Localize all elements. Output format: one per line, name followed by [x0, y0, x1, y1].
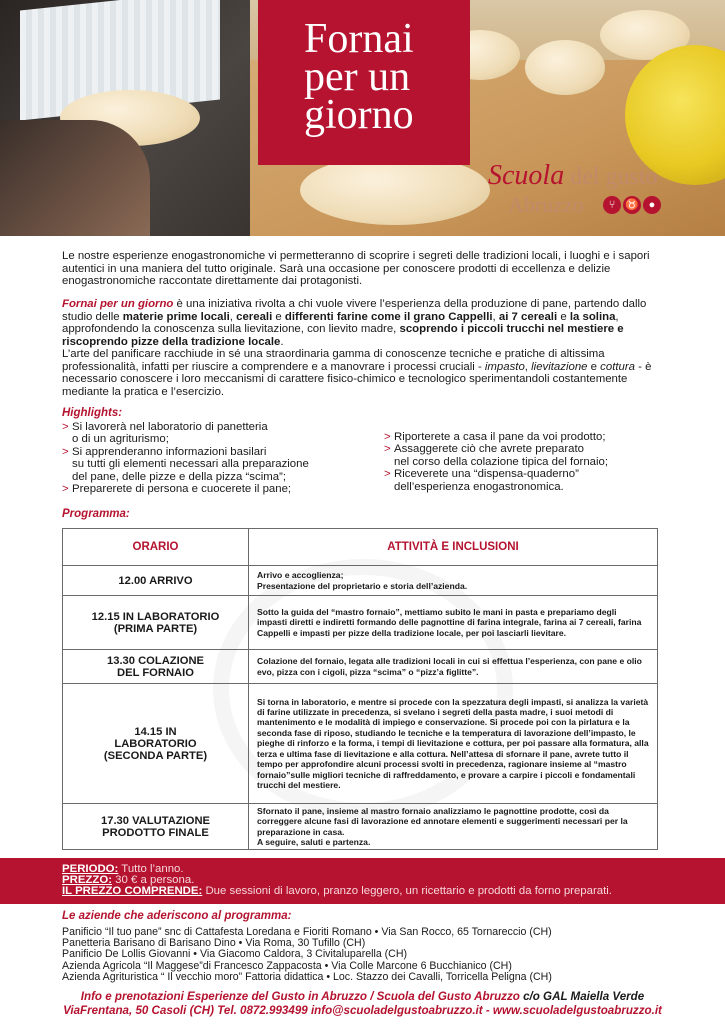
- arrow-icon: >: [384, 468, 391, 481]
- title-line: Fornai: [304, 16, 414, 62]
- highlight-item: > Riporterete a casa il pane da voi prodotto;: [384, 431, 606, 443]
- aziende-list: [62, 927, 672, 983]
- arrow-icon: >: [384, 443, 391, 456]
- baker-arm: [0, 120, 150, 236]
- highlight-item: > Si lavorerà nel laboratorio di panetteria o di un agriturismo;: [62, 421, 268, 446]
- intro-paragraph: Le nostre esperienze enogastronomiche vi permetteranno di scoprire i segreti delle tradizioni locali, i luoghi e i sapori autentici in una maniera del tutto originale. Sarà una occasione per conoscere prodotti di eccellenza e delizie enogastronomiche raccontate direttamente dai protagonisti.: [62, 250, 650, 287]
- row-activity: Sfornato il pane, insieme al mastro fornaio analizziamo le pagnottine prodotte, così da correggere alcune fasi di lavorazione ed annotare elementi e suggerimenti necessari per la preparazione in casa. A seguire, saluti e partenza.: [257, 805, 628, 847]
- table-row: [63, 683, 657, 803]
- page-title: [304, 16, 470, 138]
- schedule-table: [62, 528, 658, 850]
- highlight-item: > Preparerete di persona e cuocerete il pane;: [62, 483, 292, 496]
- table-row: [63, 649, 657, 683]
- school-logo: [488, 160, 688, 230]
- arrow-icon: >: [62, 483, 69, 496]
- footer-line-1: Info e prenotazioni Esperienze del Gusto in Abruzzo / Scuola del Gusto Abruzzo c/o GAL Maiella Verde: [80, 990, 645, 1003]
- list-item: Panificio De Lollis Giovanni • Via Giacomo Caldora, 3 Civitaluparella (CH): [62, 948, 408, 961]
- price-band: [0, 858, 725, 904]
- footer-line-2: ViaFrentana, 50 Casoli (CH) Tel. 0872.993499 info@scuoladelgustoabruzzo.it - www.scuoladelgustoabruzzo.it: [63, 1004, 662, 1017]
- column-header-time: ORARIO: [63, 529, 249, 565]
- programma-heading: Programma:: [62, 508, 130, 520]
- list-item: Panificio “Il tuo pane” snc di Cattafesta Loredana e Fioriti Romano • Via San Rocco, 65 Tornareccio (CH): [62, 926, 552, 938]
- row-activity: Si torna in laboratorio, e mentre si procede con la spezzatura degli impasti, si analizza la varietà di farine utilizzate in precedenza, si svelano i segreti della pasta madre, i suoi metodi di mantenimento e le modalità di impiego e conservazione. Si procede poi con la pirlatura e la seconda fase di riposo, studiando le tecniche e la temperatura di lavorazione dell’impasto, le pieghe di rinforzo e la forma, i tempi di lievitazione e cottura, per poi passare alla formatura, alla terza e ultima fase di lievitazione e alla cottura. Nell’attesa di sfornare il pane, avrete tutto il tempo per approfondire alcuni processi svolti in precedenza, ragionare insieme al “mastro fornaio”sulle migliori tecniche di raffreddamento, e provare a carpire i piccoli e fondamentali trucchi del mestiere.: [257, 696, 649, 790]
- arrow-icon: >: [62, 445, 69, 458]
- list-item: Azienda Agricola “Il Maggese”di Francesco Zappacosta • Via Colle Marcone 6 Bucchianico (CH): [62, 959, 512, 972]
- logo-text-bottom: Abruzzo: [508, 192, 584, 217]
- table-row: [63, 595, 657, 649]
- highlight-item: > Si apprenderanno informazioni basilari su tutti gli elementi necessari alla preparazione del pane, delle pizze e della pizza “scima”;: [62, 445, 309, 483]
- row-activity: Arrivo e accoglienza; Presentazione del proprietario e storia dell’azienda.: [257, 570, 468, 591]
- plate-icon: ●: [643, 196, 661, 214]
- row-time: 12.00 ARRIVO: [63, 566, 249, 595]
- hero-image: [0, 0, 725, 236]
- footer-contact: [0, 984, 725, 1024]
- aziende-heading: Le aziende che aderiscono al programma:: [62, 910, 292, 922]
- row-time: 14.15 IN LABORATORIO (SECONDA PARTE): [63, 684, 249, 803]
- row-activity: Sotto la guida del “mastro fornaio”, mettiamo subito le mani in pasta e prepariamo degli impasti diretti e indiretti formando delle pagnottine di farina integrale, farina ai 7 cereali, farina Cappelli e impasti per pizze della tradizione locale, per poi lasciarli lievitare.: [257, 606, 642, 638]
- column-header-activity: ATTIVITÀ E INCLUSIONI: [387, 540, 519, 553]
- row-activity: Colazione del fornaio, legata alle tradizioni locali in cui si effettua l’esperienza, con pane e olio evo, pizza con i cigoli, pizza “scima” o “pizz’a figlitte”.: [257, 656, 642, 677]
- description-paragraph: Fornai per un giorno è una iniziativa rivolta a chi vuole vivere l’esperienza della produzione di pane, partendo dallo studio delle materie prime locali, cereali e differenti farine come il grano Cappelli, ai 7 cereali e la solina, approfondendo la conoscenza sulla lievitazione, con lievito madre, scoprendo i piccoli trucchi nel mestiere e riscoprendo pizze della tradizione locale. L’arte del panificare racchiude in sé una straordinaria gamma di conoscenze tecniche e pratiche di altissima professionalità, infatti per riuscire a comprendere e a manovrare i processi cruciali - impasto, lievitazione e cottura - è necessario conoscere i loro meccanismi di carattere fisico-chimico e tecnologico sperimentandoli costantemente mediante la pratica e l’esercizio.: [62, 298, 652, 398]
- table-header: [63, 529, 657, 565]
- table-row: [63, 803, 657, 849]
- logo-text-top: Scuola del gusto: [488, 160, 658, 191]
- title-box: [258, 0, 470, 165]
- list-item: Panetteria Barisano di Barisano Dino • Via Roma, 30 Tufillo (CH): [62, 937, 366, 950]
- fork-icon: ⑂: [603, 196, 621, 214]
- row-time: 12.15 IN LABORATORIO (PRIMA PARTE): [63, 596, 249, 649]
- scored-dough: [300, 155, 490, 225]
- title-line: giorno: [304, 92, 414, 138]
- arrow-icon: >: [62, 421, 69, 433]
- dough-ball: [525, 40, 605, 95]
- prezzo-line: PREZZO: 30 € a persona.: [62, 874, 195, 886]
- highlights-heading: Highlights:: [62, 407, 123, 419]
- logo-icons: [603, 196, 661, 214]
- periodo-line: PERIODO: Tutto l’anno.: [62, 863, 184, 875]
- wine-glass-icon: ♉: [623, 196, 641, 214]
- list-item: Azienda Agrituristica “ Il vecchio moro” Fattoria didattica • Loc. Stazzo dei Cavalli, Torricella Peligna (CH): [62, 970, 552, 983]
- highlight-item: > Riceverete una “dispensa-quaderno” dell’esperienza enogastronomica.: [384, 468, 579, 493]
- highlights-right: [384, 431, 674, 493]
- highlight-item: > Assaggerete ciò che avrete preparato nel corso della colazione tipica del fornaio;: [384, 443, 609, 468]
- comprende-line: IL PREZZO COMPRENDE: Due sessioni di lavoro, pranzo leggero, un ricettario e prodotti da forno preparati.: [62, 885, 612, 897]
- arrow-icon: >: [384, 431, 391, 443]
- row-time: 13.30 COLAZIONE DEL FORNAIO: [63, 650, 249, 683]
- table-row: [63, 565, 657, 595]
- highlights-left: [62, 421, 352, 495]
- row-time: 17.30 VALUTAZIONE PRODOTTO FINALE: [63, 804, 249, 849]
- title-line: per un: [304, 54, 411, 100]
